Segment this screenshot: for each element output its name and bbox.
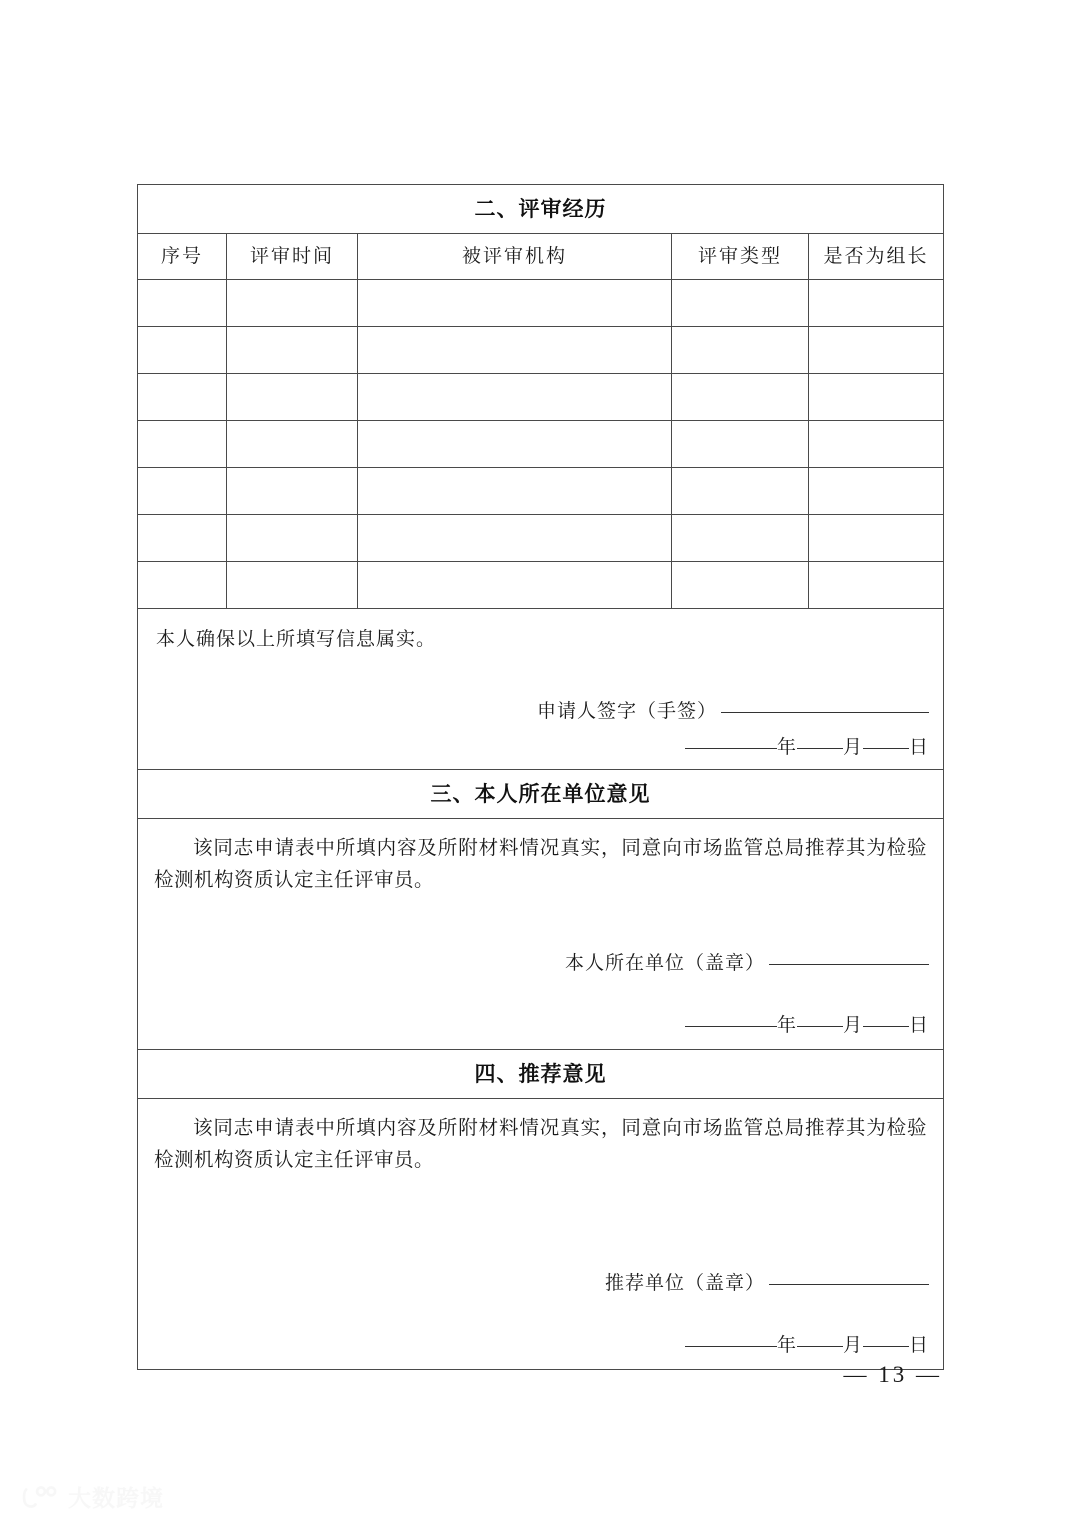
cell-reviewed-organization[interactable] [358, 515, 672, 562]
cell-review-time[interactable] [227, 562, 358, 609]
recommendation-month-line[interactable] [797, 1345, 843, 1347]
table-row [138, 468, 944, 515]
cell-review-type[interactable] [672, 374, 809, 421]
cell-review-type[interactable] [672, 327, 809, 374]
applicant-signature-line[interactable] [721, 711, 929, 713]
cell-review-time[interactable] [227, 468, 358, 515]
column-header-index: 序号 [138, 234, 227, 280]
cell-is-team-leader[interactable] [809, 562, 944, 609]
cell-index[interactable] [138, 562, 227, 609]
section-title-experience: 二、评审经历 [138, 185, 944, 234]
cell-reviewed-organization[interactable] [358, 374, 672, 421]
recommendation-year-label: 年 [776, 1335, 797, 1356]
declaration-day-label: 日 [909, 737, 930, 758]
table-row [138, 327, 944, 374]
declaration-text: 本人确保以上所填写信息属实。 [156, 629, 437, 650]
table-header-row [138, 234, 944, 280]
cell-reviewed-organization[interactable] [358, 327, 672, 374]
column-header-review-type: 评审类型 [672, 234, 809, 280]
unit-stamp-row [565, 948, 929, 975]
recommendation-stamp-line[interactable] [769, 1283, 929, 1285]
cell-reviewed-organization[interactable] [358, 468, 672, 515]
section-title-recommendation: 四、推荐意见 [138, 1050, 944, 1099]
unit-month-line[interactable] [797, 1025, 843, 1027]
column-header-is-team-leader: 是否为组长 [809, 234, 944, 280]
declaration-row [138, 609, 944, 770]
cell-review-time[interactable] [227, 374, 358, 421]
declaration-year-line[interactable] [685, 747, 777, 749]
recommendation-row [138, 1099, 944, 1370]
cell-review-type[interactable] [672, 468, 809, 515]
brand-logo-icon [22, 1484, 60, 1510]
section-title-unit-opinion: 三、本人所在单位意见 [138, 770, 944, 819]
table-row [138, 280, 944, 327]
recommendation-month-label: 月 [843, 1335, 864, 1356]
watermark-text: 大数跨境 [68, 1486, 164, 1512]
cell-is-team-leader[interactable] [809, 374, 944, 421]
recommendation-day-label: 日 [909, 1335, 930, 1356]
cell-review-type[interactable] [672, 562, 809, 609]
cell-index[interactable] [138, 515, 227, 562]
cell-reviewed-organization[interactable] [358, 562, 672, 609]
table-row [138, 374, 944, 421]
watermark [22, 1480, 164, 1513]
cell-is-team-leader[interactable] [809, 468, 944, 515]
cell-review-time[interactable] [227, 421, 358, 468]
section-header-row [138, 185, 944, 234]
declaration-block [138, 609, 944, 770]
unit-date-row [685, 1010, 929, 1037]
unit-year-line[interactable] [685, 1025, 777, 1027]
unit-month-label: 月 [843, 1015, 864, 1036]
unit-stamp-line[interactable] [769, 963, 929, 965]
section-header-row [138, 770, 944, 819]
table-row [138, 515, 944, 562]
unit-opinion-text: 该同志申请表中所填内容及所附材料情况真实，同意向市场监管总局推荐其为检验检测机构资质认定主任评审员。 [154, 838, 928, 891]
cell-is-team-leader[interactable] [809, 327, 944, 374]
unit-day-label: 日 [909, 1015, 930, 1036]
application-form-table [137, 184, 944, 1370]
table-row [138, 562, 944, 609]
cell-index[interactable] [138, 421, 227, 468]
cell-review-time[interactable] [227, 280, 358, 327]
column-header-review-time: 评审时间 [227, 234, 358, 280]
cell-review-type[interactable] [672, 515, 809, 562]
unit-year-label: 年 [776, 1015, 797, 1036]
cell-review-type[interactable] [672, 280, 809, 327]
unit-opinion-row [138, 819, 944, 1050]
unit-day-line[interactable] [863, 1025, 909, 1027]
recommendation-date-row [685, 1330, 929, 1357]
cell-is-team-leader[interactable] [809, 280, 944, 327]
declaration-day-line[interactable] [863, 747, 909, 749]
cell-reviewed-organization[interactable] [358, 421, 672, 468]
applicant-signature-label: 申请人签字（手签） [537, 701, 718, 722]
recommendation-text: 该同志申请表中所填内容及所附材料情况真实，同意向市场监管总局推荐其为检验检测机构资质认定主任评审员。 [154, 1118, 928, 1171]
declaration-date-row [685, 732, 929, 759]
cell-is-team-leader[interactable] [809, 515, 944, 562]
cell-review-type[interactable] [672, 421, 809, 468]
table-row [138, 421, 944, 468]
section-header-row [138, 1050, 944, 1099]
unit-stamp-label: 本人所在单位（盖章） [565, 953, 766, 974]
cell-index[interactable] [138, 374, 227, 421]
cell-review-time[interactable] [227, 327, 358, 374]
recommendation-stamp-label: 推荐单位（盖章） [605, 1273, 766, 1294]
cell-index[interactable] [138, 468, 227, 515]
cell-index[interactable] [138, 327, 227, 374]
declaration-month-line[interactable] [797, 747, 843, 749]
unit-opinion-block [138, 819, 944, 1050]
applicant-signature-row [537, 696, 929, 723]
column-header-reviewed-organization: 被评审机构 [358, 234, 672, 280]
recommendation-year-line[interactable] [685, 1345, 777, 1347]
cell-index[interactable] [138, 280, 227, 327]
cell-reviewed-organization[interactable] [358, 280, 672, 327]
recommendation-day-line[interactable] [863, 1345, 909, 1347]
recommendation-stamp-row [605, 1268, 929, 1295]
cell-review-time[interactable] [227, 515, 358, 562]
declaration-year-label: 年 [776, 737, 797, 758]
cell-is-team-leader[interactable] [809, 421, 944, 468]
recommendation-block [138, 1099, 944, 1370]
page-number: — 13 — [843, 1362, 942, 1387]
declaration-month-label: 月 [843, 737, 864, 758]
